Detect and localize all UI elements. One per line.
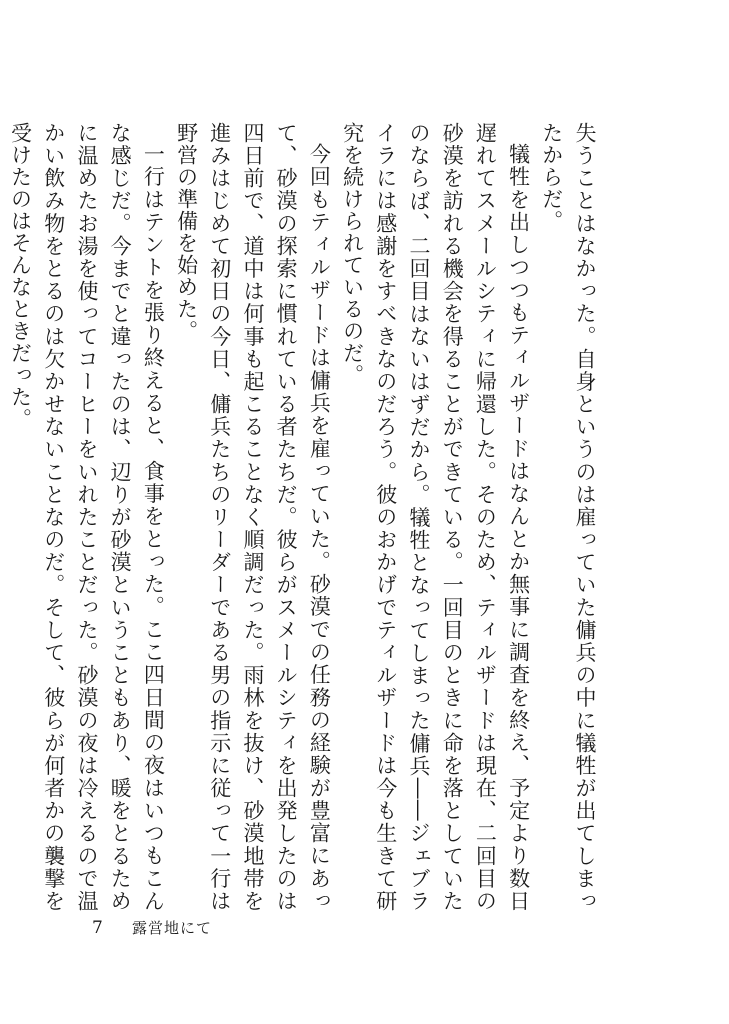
page-footer bbox=[92, 917, 212, 941]
paragraph-4: 一行はテントを張り終えると、食事をとった。ここ四日間の夜はいつもこんな感じだ。今までと違ったのは、辺りが砂漠ということもあり、暖をとるために温めたお湯を使ってコーヒーをいれたことだった。砂漠の夜は冷えるので温かい飲み物をとるのは欠かせないことなのだ。そして、彼らが何者かの襲撃を受けたのはそんなときだった。 bbox=[8, 122, 166, 913]
paragraph-2: 犠牲を出しつつもティルザードはなんとか無事に調査を終え、予定より数日遅れてスメールシティに帰還した。そのため、ティルザードは現在、二回目の砂漠を訪れる機会を得ることができている。一回目のときに命を落としていたのならば、二回目はないはずだから。犠牲となってしまった傭兵――ジェブライラには感謝をすべきなのだろう。彼のおかげでティルザードは今も生きて研究を続けられているのだ。 bbox=[340, 122, 531, 913]
paragraph-3: 今回もティルザードは傭兵を雇っていた。砂漠での任務の経験が豊富にあって、砂漠の探索に慣れている者たちだ。彼らがスメールシティを出発したのは四日前で、道中は何事も起こることなく順調だった。雨林を抜け、砂漠地帯を進みはじめて初日の今日、傭兵たちのリーダーである男の指示に従って一行は野営の準備を始めた。 bbox=[174, 122, 332, 913]
page-number: 7 bbox=[92, 918, 103, 938]
paragraph-1: 失うことはなかった。自身というのは雇っていた傭兵の中に犠牲が出てしまったからだ。 bbox=[539, 122, 597, 913]
vertical-text-block bbox=[8, 122, 601, 913]
running-title: 露営地にて bbox=[132, 919, 213, 937]
